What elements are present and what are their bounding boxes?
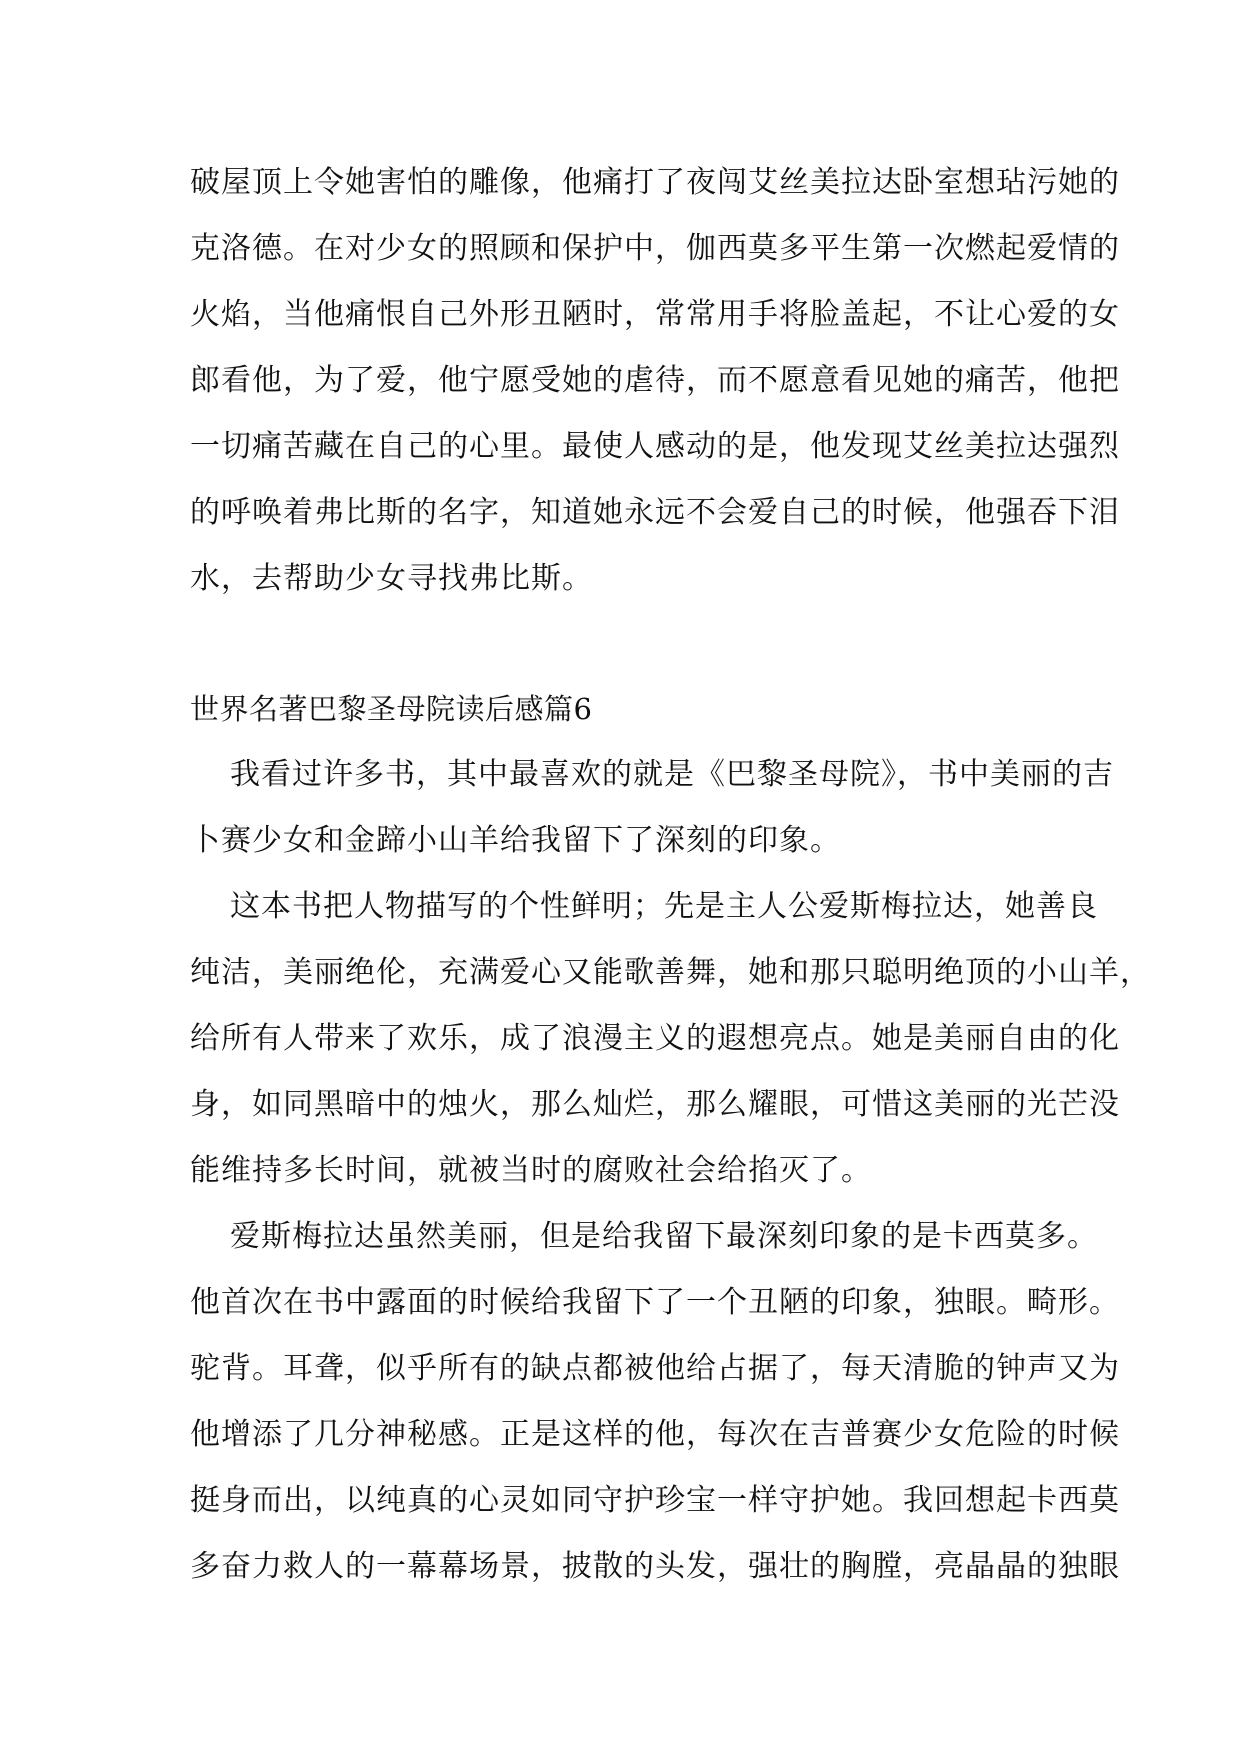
text-line: 火焰，当他痛恨自己外形丑陋时，常常用手将脸盖起，不让心爱的女: [190, 297, 1120, 332]
text-line: 这本书把人物描写的个性鲜明；先是主人公爱斯梅拉达，她善良: [230, 889, 1098, 924]
text-line: 他首次在书中露面的时候给我留下了一个丑陋的印象，独眼。畸形。: [190, 1285, 1120, 1320]
text-line: 给所有人带来了欢乐，成了浪漫主义的遐想亮点。她是美丽自由的化: [190, 1021, 1120, 1056]
text-line: 克洛德。在对少女的照顾和保护中，伽西莫多平生第一次燃起爱情的: [190, 231, 1120, 266]
text-line: 我看过许多书，其中最喜欢的就是《巴黎圣母院》，书中美丽的吉: [230, 757, 1114, 792]
text-line: 一切痛苦藏在自己的心里。最使人感动的是，他发现艾丝美拉达强烈: [190, 429, 1120, 464]
text-line: 身，如同黑暗中的烛火，那么灿烂，那么耀眼，可惜这美丽的光芒没: [190, 1087, 1120, 1122]
text-line: 水，去帮助少女寻找弗比斯。: [190, 561, 593, 596]
text-line: 郎看他，为了爱，他宁愿受她的虐待，而不愿意看见她的痛苦，他把: [190, 363, 1120, 398]
section-heading: 世界名著巴黎圣母院读后感篇6: [190, 692, 593, 726]
text-line: 卜赛少女和金蹄小山羊给我留下了深刻的印象。: [190, 823, 841, 858]
text-line: 能维持多长时间，就被当时的腐败社会给掐灭了。: [190, 1153, 872, 1188]
text-line: 破屋顶上令她害怕的雕像，他痛打了夜闯艾丝美拉达卧室想玷污她的: [190, 165, 1120, 200]
text-line: 挺身而出，以纯真的心灵如同守护珍宝一样守护她。我回想起卡西莫: [190, 1483, 1120, 1518]
text-line: 多奋力救人的一幕幕场景，披散的头发，强壮的胸膛，亮晶晶的独眼: [190, 1549, 1120, 1584]
text-line: 纯洁，美丽绝伦，充满爱心又能歌善舞，她和那只聪明绝顶的小山羊，: [190, 955, 1151, 990]
text-line: 爱斯梅拉达虽然美丽，但是给我留下最深刻印象的是卡西莫多。: [230, 1219, 1098, 1254]
text-line: 他增添了几分神秘感。正是这样的他，每次在吉普赛少女危险的时候: [190, 1417, 1120, 1452]
text-line: 的呼唤着弗比斯的名字，知道她永远不会爱自己的时候，他强吞下泪: [190, 495, 1120, 530]
text-line: 驼背。耳聋，似乎所有的缺点都被他给占据了，每天清脆的钟声又为: [190, 1351, 1120, 1386]
